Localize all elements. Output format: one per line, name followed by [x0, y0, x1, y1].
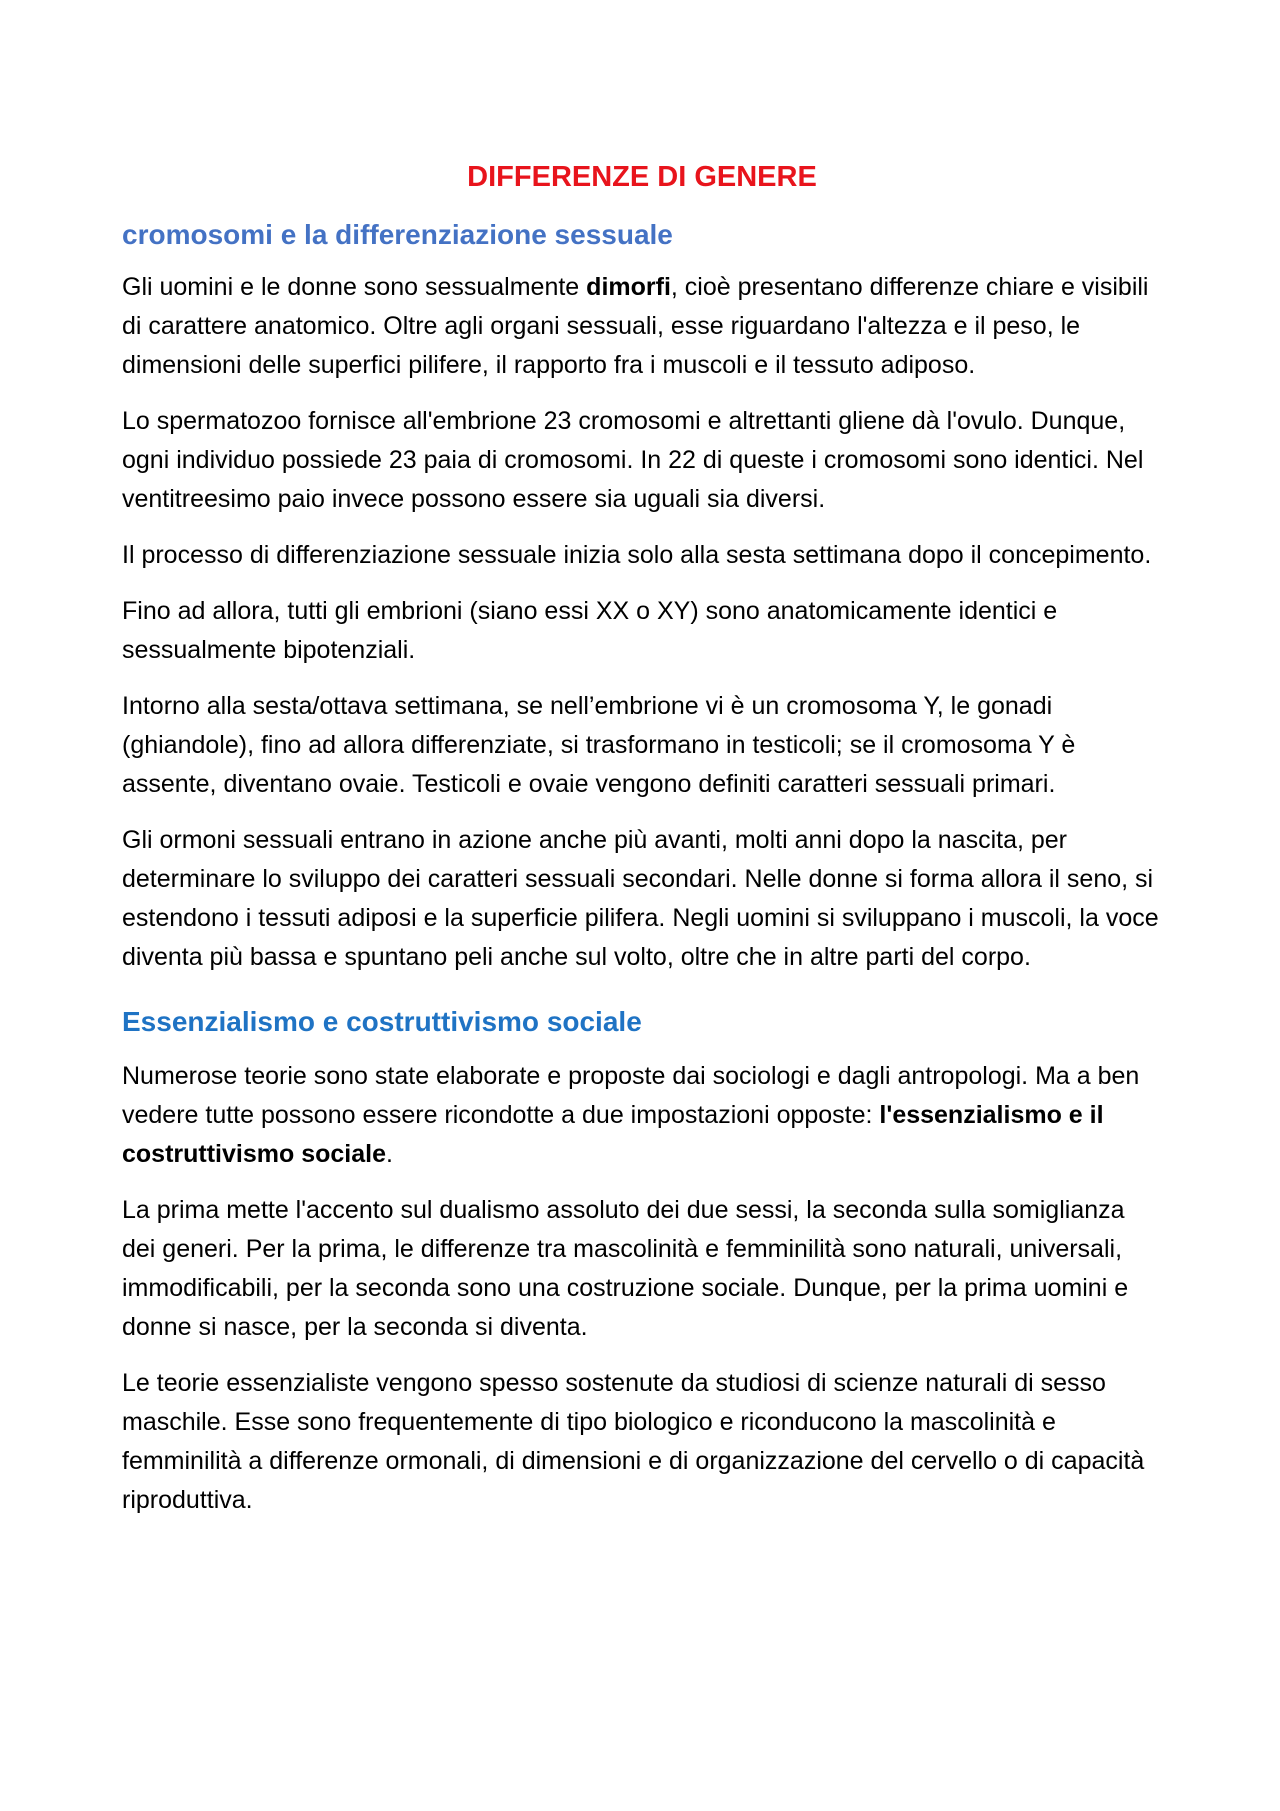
- bold-term: l'essenzialismo e il costruttivismo sociale: [122, 1101, 1104, 1168]
- paragraph: Intorno alla sesta/ottava settimana, se nell’embrione vi è un cromosoma Y, le gonadi (ghiandole), fino ad allora differenziate, si trasformano in testicoli; se il cromosoma Y è assente, diventano ovaie. Testicoli e ovaie vengono definiti caratteri sessuali primari.: [122, 692, 1076, 798]
- paragraph-text: .: [385, 1140, 393, 1168]
- section-essentialism: [122, 1003, 1162, 1520]
- paragraph: Lo spermatozoo fornisce all'embrione 23 cromosomi e altrettanti gliene dà l'ovulo. Dunque, ogni individuo possiede 23 paia di cromosomi. In 22 di queste i cromosomi sono identici. Nel ventitreesimo paio invece possono essere sia uguali sia diversi.: [122, 407, 1144, 513]
- paragraph: Le teorie essenzialiste vengono spesso sostenute da studiosi di scienze naturali di sesso maschile. Esse sono frequentemente di tipo biologico e riconducono la mascolinità e femminilità a differenze ormonali, di dimensioni e di organizzazione del cervello o di capacità riproduttiva.: [122, 1369, 1145, 1514]
- section-chromosomes: [122, 216, 1162, 977]
- section-heading-essentialism: Essenzialismo e costruttivismo sociale: [122, 1006, 642, 1037]
- paragraph: Gli ormoni sessuali entrano in azione anche più avanti, molti anni dopo la nascita, per determinare lo sviluppo dei caratteri sessuali secondari. Nelle donne si forma allora il seno, si estendono i tessuti adiposi e la superficie pilifera. Negli uomini si sviluppano i muscoli, la voce diventa più bassa e spuntano peli anche sul volto, oltre che in altre parti del corpo.: [122, 826, 1159, 971]
- document-title: DIFFERENZE DI GENERE: [467, 161, 817, 193]
- paragraph: Fino ad allora, tutti gli embrioni (siano essi XX o XY) sono anatomicamente identici e sessualmente bipotenziali.: [122, 597, 1058, 664]
- paragraph: La prima mette l'accento sul dualismo assoluto dei due sessi, la seconda sulla somiglianza dei generi. Per la prima, le differenze tra mascolinità e femminilità sono naturali, universali, immodificabili, per la seconda sono una costruzione sociale. Dunque, per la prima uomini e donne si nasce, per la seconda si diventa.: [122, 1196, 1129, 1341]
- paragraph: [122, 1057, 1162, 1174]
- paragraph-text: , cioè presentano differenze chiare e visibili di carattere anatomico. Oltre agli organi sessuali, esse riguardano l'altezza e il peso, le dimensioni delle superfici pilifere, il rapporto fra i muscoli e il tessuto adiposo.: [122, 273, 1149, 379]
- section-heading-chromosomes: cromosomi e la differenziazione sessuale: [122, 219, 673, 250]
- paragraph: [122, 268, 1162, 385]
- bold-term: dimorfi: [586, 273, 671, 301]
- paragraph-text: Gli uomini e le donne sono sessualmente: [122, 273, 587, 301]
- paragraph-text: Numerose teorie sono state elaborate e proposte dai sociologi e dagli antropologi. Ma a ben vedere tutte possono essere ricondotte a due impostazioni opposte:: [122, 1062, 1140, 1129]
- paragraph: Il processo di differenziazione sessuale inizia solo alla sesta settimana dopo il concepimento.: [122, 541, 1152, 569]
